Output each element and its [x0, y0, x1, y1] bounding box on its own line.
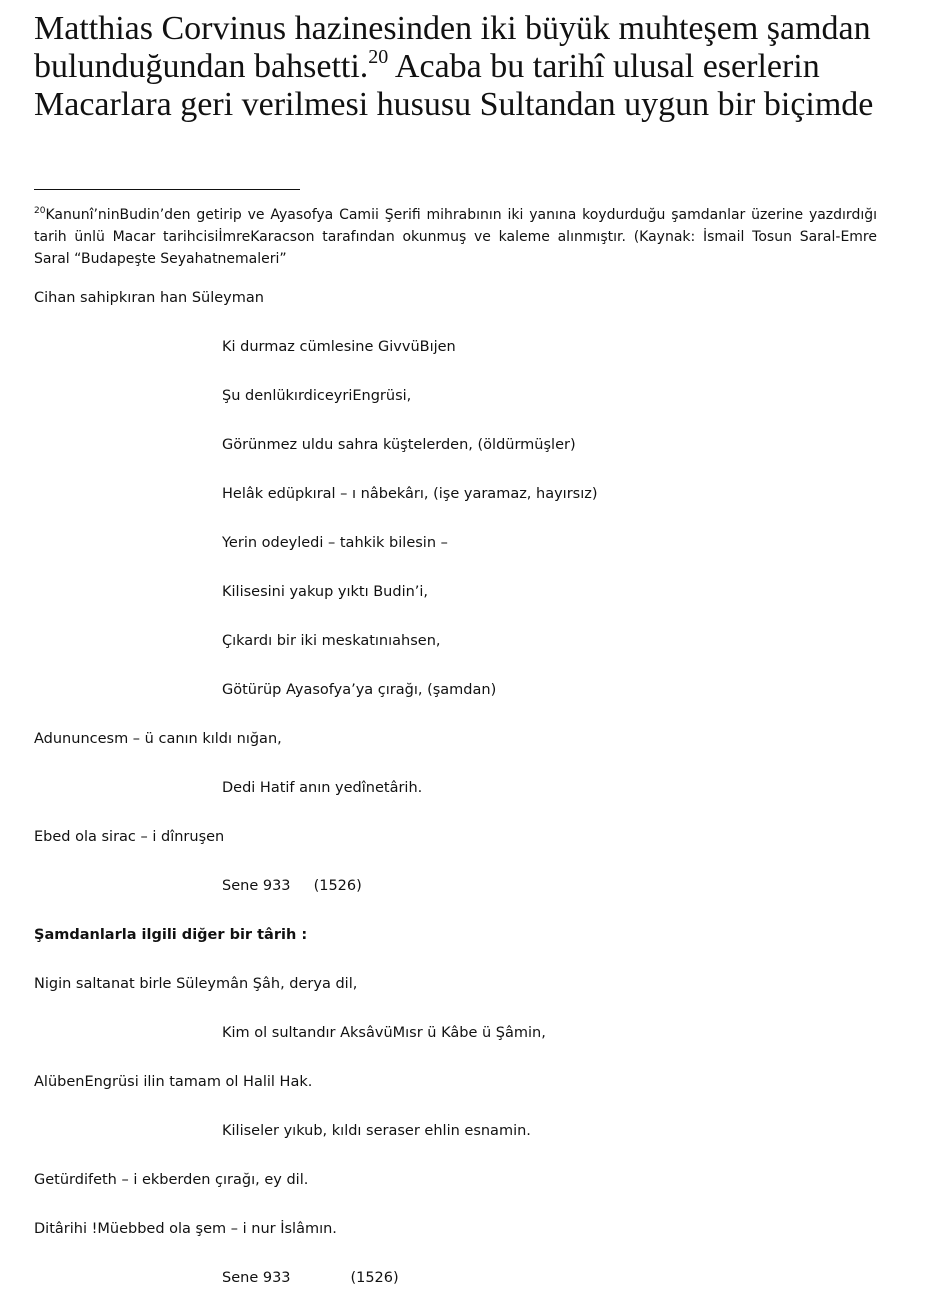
poem-line: Ebed ola sirac – i dînruşen — [34, 829, 225, 845]
poem-line: Kim ol sultandır AksâvüMısr ü Kâbe ü Şâmin, — [222, 1025, 546, 1041]
poem-line: Getürdifeth – i ekberden çırağı, ey dil. — [34, 1172, 309, 1188]
poem-line: Nigin saltanat birle Süleymân Şâh, derya dil, — [34, 976, 358, 992]
footnote-reference[interactable]: 20 — [368, 46, 389, 68]
footnote — [34, 204, 877, 270]
poem-date-line: Sene 933 (1526) — [222, 1270, 399, 1286]
poem-line: Helâk edüpkıral – ı nâbekârı, (işe yaramaz, hayırsız) — [222, 486, 598, 502]
footnote-separator — [34, 189, 300, 190]
poem-line: Ditârihi !Müebbed ola şem – i nur İslâmın. — [34, 1221, 337, 1237]
poem-line: Cihan sahipkıran han Süleyman — [34, 290, 264, 306]
poem-line: Çıkardı bir iki meskatınıahsen, — [222, 633, 441, 649]
poem-line: AlübenEngrüsi ilin tamam ol Halil Hak. — [34, 1074, 313, 1090]
poem-line: Şu denlükırdiceyriEngrüsi, — [222, 388, 412, 404]
poem-line: Götürüp Ayasofya’ya çırağı, (şamdan) — [222, 682, 497, 698]
footnote-number: 20 — [34, 206, 46, 216]
footnote-text: Kanunî’ninBudin’den getirip ve Ayasofya Camii Şerifi mihrabının iki yanına koydurduğu şamdanlar üzerine yazdırdığı tarih ünlü Macar tarihcisiİmreKaracson tarafından okunmuş ve kaleme alınmıştır. (Kaynak: İsmail Tosun Saral-Emre Saral “Budapeşte Seyahatnemaleri” — [34, 207, 877, 267]
section-heading: Şamdanlarla ilgili diğer bir târih : — [34, 927, 308, 943]
poem-line: Görünmez uldu sahra küştelerden, (öldürmüşler) — [222, 437, 576, 453]
poem-line: Adununcesm – ü canın kıldı nığan, — [34, 731, 282, 747]
poem-line: Dedi Hatif anın yedînetârih. — [222, 780, 423, 796]
poem-line: Kiliseler yıkub, kıldı seraser ehlin esnamin. — [222, 1123, 531, 1139]
poem-line: Ki durmaz cümlesine GivvüBıjen — [222, 339, 456, 355]
poem-date-line: Sene 933 (1526) — [222, 878, 362, 894]
poem-line: Yerin odeyledi – tahkik bilesin – — [222, 535, 448, 551]
body-paragraph — [34, 10, 914, 124]
body-text-after-ref: Acaba bu tarihî ulusal eserlerin Macarlara geri verilmesi hususu Sultandan uygun bir biçimde — [34, 48, 874, 123]
poem-line: Kilisesini yakup yıktı Budin’i, — [222, 584, 429, 600]
body-text-before-ref: Matthias Corvinus hazinesinden iki büyük muhteşem şamdan bulunduğundan bahsetti. — [34, 10, 871, 85]
